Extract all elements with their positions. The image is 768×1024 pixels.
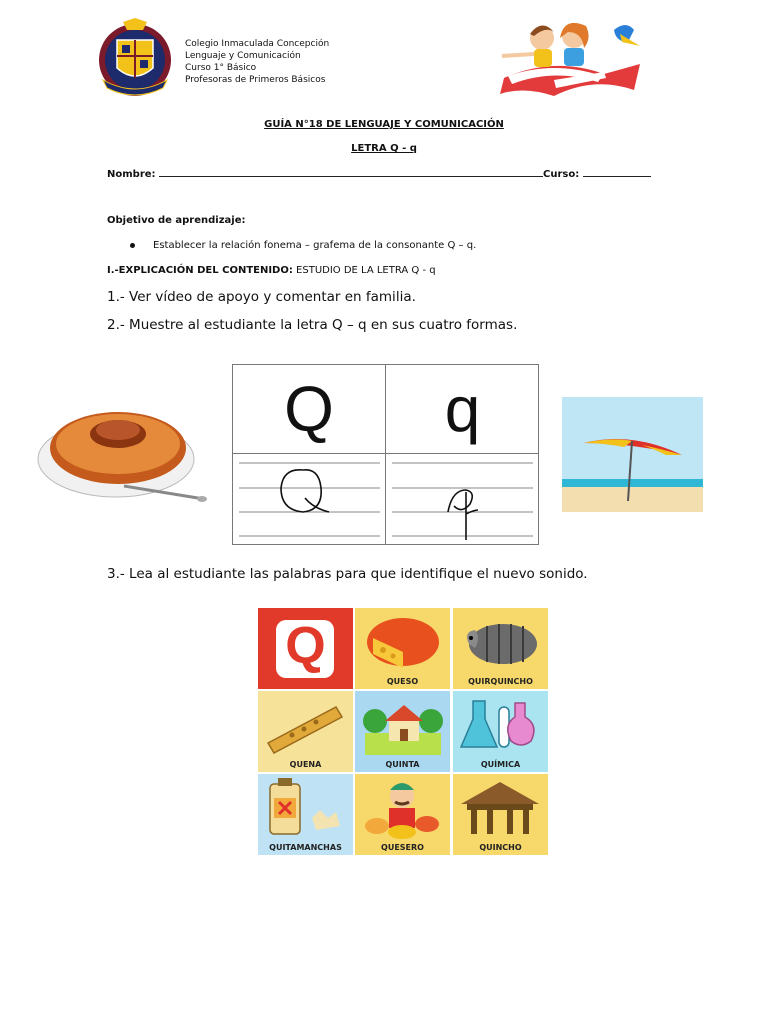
instruction-2: 2.- Muestre al estudiante la letra Q – q en sus cuatro formas. bbox=[107, 317, 518, 333]
house-icon bbox=[355, 691, 450, 761]
word-quesero: QUESERO bbox=[381, 843, 424, 852]
teachers-name: Profesoras de Primeros Básicos bbox=[185, 75, 326, 85]
flute-icon bbox=[258, 691, 353, 761]
section-heading-rest: ESTUDIO DE LA LETRA Q - q bbox=[292, 265, 436, 276]
name-label: Nombre: bbox=[107, 169, 156, 180]
objective-text: Establecer la relación fonema – grafema de la consonante Q – q. bbox=[153, 240, 477, 251]
tile-quesero bbox=[355, 774, 450, 855]
course-name: Curso 1° Básico bbox=[185, 63, 257, 73]
uppercase-cursive-q bbox=[233, 454, 386, 544]
q-word-picture-grid bbox=[258, 608, 548, 855]
bullet-icon bbox=[130, 243, 135, 248]
beach-umbrella-illustration bbox=[562, 397, 703, 512]
tile-quinta bbox=[355, 691, 450, 772]
word-quimica: QUÍMICA bbox=[480, 760, 521, 769]
school-info bbox=[185, 38, 329, 86]
guide-title: GUÍA N°18 DE LENGUAJE Y COMUNICACIÓN bbox=[264, 119, 504, 130]
course-field[interactable] bbox=[583, 167, 651, 177]
course-label: Curso: bbox=[543, 169, 580, 180]
section-heading bbox=[107, 265, 436, 276]
donut-illustration bbox=[36, 404, 208, 508]
school-name: Colegio Inmaculada Concepción bbox=[185, 39, 330, 49]
uppercase-print-cell bbox=[233, 365, 386, 454]
lowercase-print-letter: q bbox=[444, 373, 481, 445]
lowercase-cursive-q bbox=[386, 454, 539, 544]
school-crest-logo bbox=[97, 18, 173, 98]
kids-reading-illustration bbox=[494, 16, 646, 98]
section-heading-bold: I.-EXPLICACIÓN DEL CONTENIDO: bbox=[107, 265, 293, 276]
tile-quimica bbox=[453, 691, 548, 772]
flask-icon bbox=[453, 691, 548, 761]
word-quincho: QUINCHO bbox=[479, 843, 522, 852]
letter-forms-box bbox=[232, 364, 539, 545]
tile-quitamanchas bbox=[258, 774, 353, 855]
subject-name: Lenguaje y Comunicación bbox=[185, 51, 301, 61]
lowercase-cursive-cell bbox=[386, 454, 539, 544]
instruction-1: 1.- Ver vídeo de apoyo y comentar en familia. bbox=[107, 289, 416, 305]
tile-quincho bbox=[453, 774, 548, 855]
word-quinta: QUINTA bbox=[385, 760, 420, 769]
letter-subtitle: LETRA Q - q bbox=[351, 143, 417, 154]
uppercase-print-letter: Q bbox=[284, 373, 334, 445]
stain-remover-icon bbox=[258, 774, 353, 844]
tile-quena bbox=[258, 691, 353, 772]
lowercase-print-cell bbox=[386, 365, 539, 454]
tile-queso bbox=[355, 608, 450, 689]
objective-heading: Objetivo de aprendizaje: bbox=[107, 215, 246, 226]
hut-icon bbox=[453, 774, 548, 844]
tile-big-letter bbox=[258, 608, 353, 689]
cheesemaker-icon bbox=[355, 774, 450, 844]
big-letter-q: Q bbox=[285, 617, 326, 675]
word-quitamanchas: QUITAMANCHAS bbox=[269, 843, 342, 852]
uppercase-cursive-cell bbox=[233, 454, 386, 544]
instruction-3: 3.- Lea al estudiante las palabras para que identifique el nuevo sonido. bbox=[107, 566, 588, 582]
word-quena: QUENA bbox=[289, 760, 322, 769]
tile-quirquincho bbox=[453, 608, 548, 689]
word-queso: QUESO bbox=[386, 677, 419, 686]
cheese-icon bbox=[355, 608, 450, 678]
word-quirquincho: QUIRQUINCHO bbox=[468, 677, 533, 686]
armadillo-icon bbox=[453, 608, 548, 678]
name-course-line bbox=[107, 167, 651, 180]
name-field[interactable] bbox=[159, 167, 543, 177]
objective-item bbox=[130, 240, 476, 251]
